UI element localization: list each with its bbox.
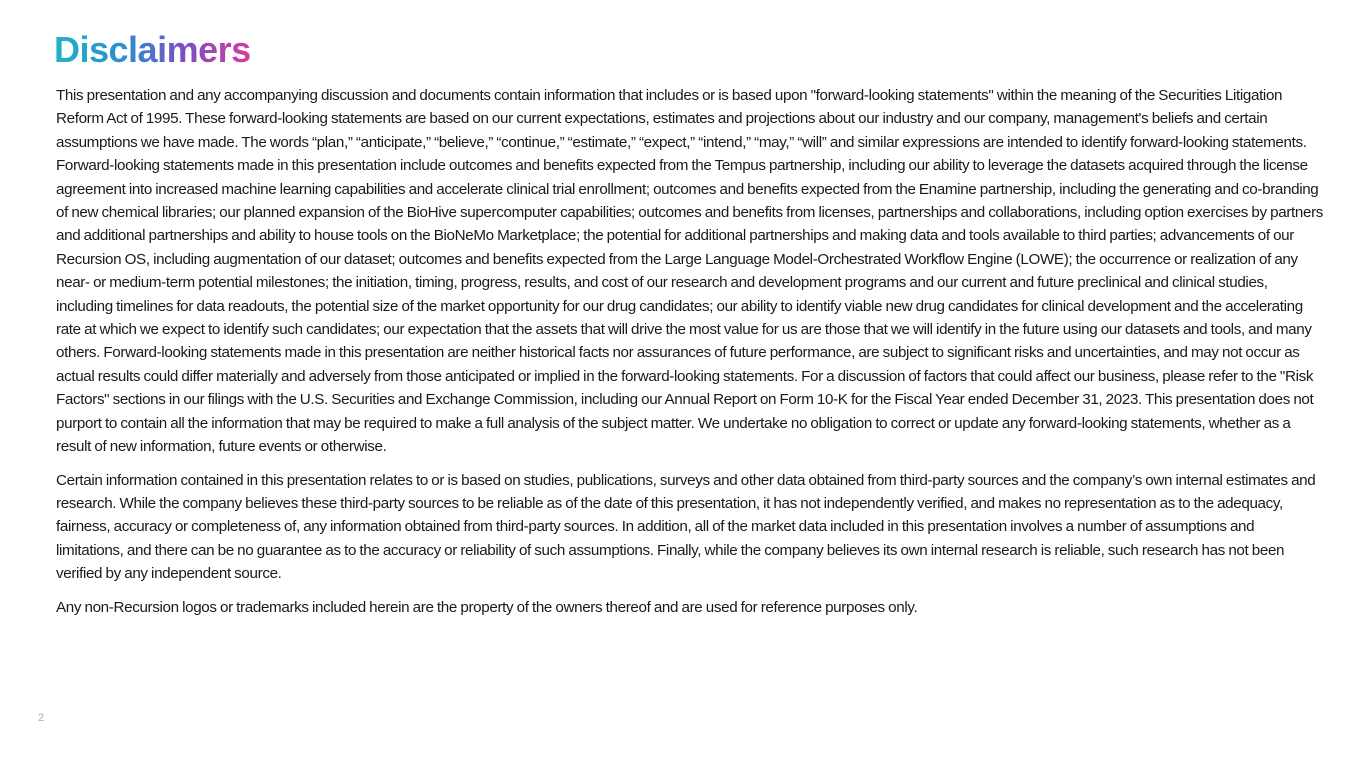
disclaimer-body (56, 84, 1324, 629)
forward-looking-statements-paragraph: This presentation and any accompanying discussion and documents contain information that includes or is based upon "forward-looking statements" within the meaning of the Securities Litigation Reform Act of 1995. These forward-looking statements are based on our current expectations, estimates and projections about our industry and our company, management's beliefs and certain assumptions we have made. The words “plan,” “anticipate,” “believe,” “continue,” “estimate,” “expect,” “intend,” “may,” “will” and similar expressions are intended to identify forward-looking statements. Forward-looking statements made in this presentation include outcomes and benefits expected from the Tempus partnership, including our ability to leverage the datasets acquired through the license agreement into increased machine learning capabilities and accelerate clinical trial enrollment; outcomes and benefits expected from the Enamine partnership, including the generating and co-branding of new chemical libraries; our planned expansion of the BioHive supercomputer capabilities; outcomes and benefits from licenses, partnerships and collaborations, including option exercises by partners and additional partnerships and ability to house tools on the BioNeMo Marketplace; the potential for additional partnerships and making data and tools available to third parties; advancements of our Recursion OS, including augmentation of our dataset; outcomes and benefits expected from the Large Language Model-Orchestrated Workflow Engine (LOWE); the occurrence or realization of any near- or medium-term potential milestones; the initiation, timing, progress, results, and cost of our research and development programs and our current and future preclinical and clinical studies, including timelines for data readouts, the potential size of the market opportunity for our drug candidates; our ability to identify viable new drug candidates for clinical development and the accelerating rate at which we expect to identify such candidates; our expectation that the assets that will drive the most value for us are those that we will identify in the future using our datasets and tools, and many others. Forward-looking statements made in this presentation are neither historical facts nor assurances of future performance, are subject to significant risks and uncertainties, and may not occur as actual results could differ materially and adversely from those anticipated or implied in the forward-looking statements. For a discussion of factors that could affect our business, please refer to the "Risk Factors" sections in our filings with the U.S. Securities and Exchange Commission, including our Annual Report on Form 10-K for the Fiscal Year ended December 31, 2023. This presentation does not purport to contain all the information that may be required to make a full analysis of the subject matter. We undertake no obligation to correct or update any forward-looking statements, whether as a result of new information, future events or otherwise. (56, 87, 1324, 456)
page-number: 2 (38, 712, 45, 724)
slide-title: Disclaimers (54, 26, 251, 74)
trademarks-paragraph: Any non-Recursion logos or trademarks included herein are the property of the owners thereof and are used for reference purposes only. (56, 598, 918, 616)
third-party-data-paragraph: Certain information contained in this presentation relates to or is based on studies, publications, surveys and other data obtained from third-party sources and the company’s own internal estimates and research. While the company believes these third-party sources to be reliable as of the date of this presentation, it has not independently verified, and makes no representation as to the adequacy, fairness, accuracy or completeness of, any information obtained from third-party sources. In addition, all of the market data included in this presentation involves a number of assumptions and limitations, and there can be no guarantee as to the accuracy or reliability of such assumptions. Finally, while the company believes its own internal research is reliable, such research has not been verified by any independent source. (56, 471, 1316, 583)
